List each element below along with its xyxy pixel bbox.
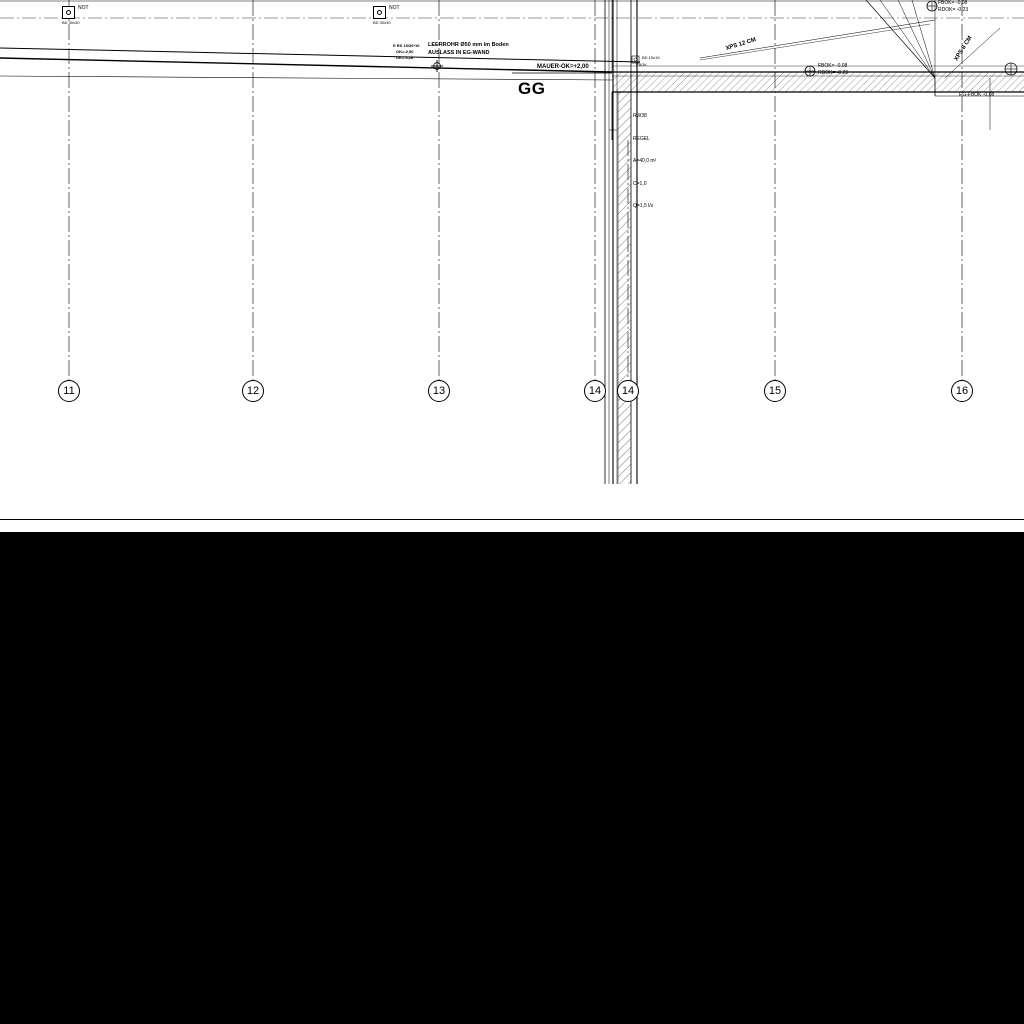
leerrohr-ok: OK=-0,50 bbox=[396, 49, 414, 54]
section-label-gg: GG bbox=[518, 79, 546, 98]
leerrohr-subtitle: AUSLASS IN EG-WAND bbox=[428, 50, 490, 56]
eg-fbok-label: EG-FBOK -0,08 bbox=[959, 92, 995, 98]
bd-label: BD 15x15 bbox=[642, 55, 660, 60]
not-label-1: NOT bbox=[78, 5, 89, 11]
leerrohr-tag: E RS 15/30*10 bbox=[393, 43, 420, 48]
info-line-1: RW38 bbox=[633, 113, 647, 119]
grid-marker-11[interactable]: 11 bbox=[58, 380, 80, 402]
fbok-label-1: FBOK= -0,08 bbox=[938, 0, 968, 6]
info-line-5: Q=1,5 l/s bbox=[633, 203, 654, 209]
xps-8-label: XPS 8 CM bbox=[953, 35, 974, 63]
info-line-4: C=1,0 bbox=[633, 180, 647, 187]
leerrohr-uk: UK=-0,28 bbox=[396, 55, 414, 60]
grid-marker-12[interactable]: 12 bbox=[242, 380, 264, 402]
grid-marker-16[interactable]: 16 bbox=[951, 380, 973, 402]
not-label-2: NOT bbox=[389, 5, 400, 11]
grid-marker-13[interactable]: 13 bbox=[428, 380, 450, 402]
not-symbol-1 bbox=[62, 6, 75, 19]
not-sublabel-2: BD 30x30 bbox=[373, 20, 391, 25]
grid-marker-14b[interactable]: 14 bbox=[617, 380, 639, 402]
info-line-2: REGEL bbox=[633, 135, 650, 142]
fbok-label-2: FBOK= -0,08 bbox=[818, 63, 848, 69]
not-sublabel-1: BD 30x30 bbox=[62, 20, 80, 25]
fbok-center-label: FBOK bbox=[636, 62, 647, 67]
rdok-label-1: RDOK= -0,23 bbox=[938, 7, 969, 13]
rdok-label-2: RDOK= -0,29 bbox=[818, 70, 849, 76]
grid-marker-15[interactable]: 15 bbox=[764, 380, 786, 402]
not-symbol-2 bbox=[373, 6, 386, 19]
grid-marker-14[interactable]: 14 bbox=[584, 380, 606, 402]
blank-black-panel bbox=[0, 533, 1024, 1024]
mauer-ok-label: MAUER-OK=+2,00 bbox=[537, 64, 589, 70]
info-block bbox=[633, 98, 656, 226]
info-line-3: A=40,0 m² bbox=[633, 158, 657, 164]
panel-separator bbox=[0, 519, 1024, 533]
xps-12-label: XPS 12 CM bbox=[725, 37, 757, 53]
leerrohr-title: LEERROHR Ø50 mm im Boden bbox=[428, 42, 509, 48]
